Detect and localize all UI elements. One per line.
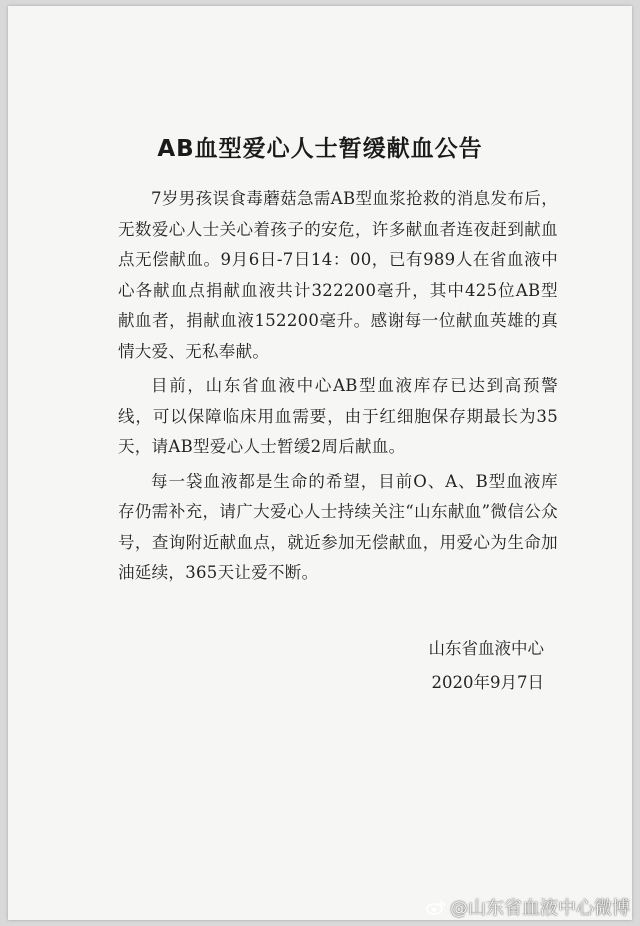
paragraph-2: 目前，山东省血液中心AB型血液库存已达到高预警线，可以保障临床用血需要，由于红细胞保存期最长为35天，请AB型爱心人士暂缓2周后献血。 bbox=[118, 376, 558, 456]
paragraph-1: 7岁男孩误食毒蘑菇急需AB型血浆抢救的消息发布后，无数爱心人士关心着孩子的安危，许多献血者连夜赶到献血点无偿献血。9月6日-7日14：00，已有989人在省血液中心各献血点捐献血液共计322200毫升，其中425位AB型献血者，捐献血液152200毫升。感谢每一位献血英雄的真情大爱、无私奉献。 bbox=[118, 189, 558, 361]
paragraph-3: 每一袋血液都是生命的希望，目前O、A、B型血液库存仍需补充，请广大爱心人士持续关注“山东献血”微信公众号，查询附近献血点，就近参加无偿献血，用爱心为生命加油延续，365天让爱不断。 bbox=[118, 471, 558, 582]
notice-body bbox=[118, 184, 558, 593]
watermark bbox=[426, 894, 630, 920]
document-page bbox=[8, 6, 632, 920]
watermark-text: @山东省血液中心微博 bbox=[450, 898, 630, 919]
weibo-icon bbox=[426, 899, 446, 915]
signature-block bbox=[429, 634, 545, 702]
signature-org: 山东省血液中心 bbox=[428, 639, 544, 658]
signature-date: 2020年9月7日 bbox=[431, 673, 544, 692]
notice-title: AB血型爱心人士暂缓献血公告 bbox=[157, 136, 483, 162]
